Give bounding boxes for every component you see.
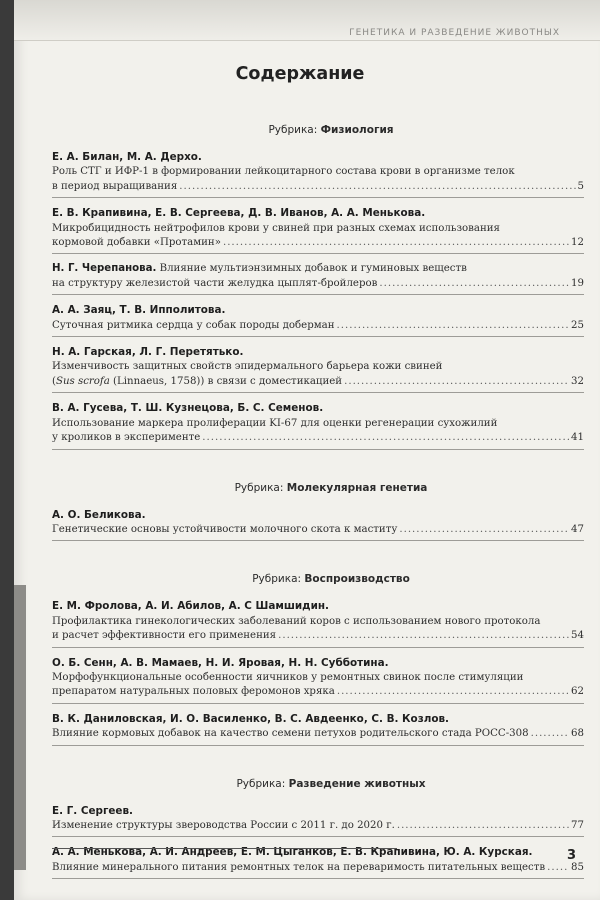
entry-last-line [52, 819, 584, 833]
rubric-prefix: Рубрика: [234, 481, 284, 494]
entry-title-line: препаратом натуральных половых феромонов хряка [52, 686, 335, 698]
dot-leader [223, 236, 569, 250]
entry-title-line: Профилактика гинекологических заболеваний коров с использованием нового протокола [52, 615, 541, 627]
entry-authors: В. К. Даниловская, И. О. Василенко, В. С. Авдеенко, С. В. Козлов. [52, 712, 450, 725]
entry-title-line: Использование маркера пролиферации KI-67 для оценки регенерации сухожилий [52, 417, 498, 429]
footer-rule [52, 848, 397, 849]
entry-first-line [52, 262, 584, 276]
header-strip [14, 0, 600, 41]
entry-title-line: в период выращивания [52, 180, 178, 192]
rubric-prefix: Рубрика: [236, 777, 286, 790]
entry-page-number: 25 [571, 319, 584, 331]
entry-page-number: 19 [571, 277, 584, 289]
entry-authors: О. Б. Сенн, А. В. Мамаев, Н. И. Яровая, Н. Н. Субботина. [52, 656, 389, 669]
page-edge-tab [14, 585, 26, 870]
section-gap [52, 754, 584, 772]
toc-entry[interactable] [52, 804, 584, 838]
dot-leader [547, 861, 569, 875]
page-number: 3 [566, 848, 576, 863]
entry-title-line: у кроликов в эксперименте [52, 432, 201, 444]
entry-authors: А. А. Менькова, А. И. Андреев, Е. М. Цыганков, Е. В. Крапивина, Ю. А. Курская. [52, 846, 533, 859]
entry-authors: В. А. Гусева, Т. Ш. Кузнецова, Б. С. Семенов. [52, 402, 324, 415]
entry-title-line: Роль СТГ и ИФР-1 в формировании лейкоцитарного состава крови в организме телок [52, 166, 515, 178]
entry-page-number: 32 [571, 375, 584, 387]
running-head: ГЕНЕТИКА И РАЗВЕДЕНИЕ ЖИВОТНЫХ [349, 28, 560, 38]
entry-title-line: Суточная ритмика сердца у собак породы доберман [52, 319, 335, 331]
toc-entry[interactable] [52, 712, 584, 746]
dot-leader [278, 629, 569, 643]
dot-leader [337, 319, 570, 333]
toc-entry[interactable] [52, 599, 584, 647]
entry-title-line: Морфофункциональные особенности яичников у ремонтных свинок после стимуляции [52, 671, 524, 683]
dot-leader [202, 431, 569, 445]
entry-last-line [52, 375, 584, 389]
entry-title-line: кормовой добавки «Протамин» [52, 237, 221, 249]
entry-page-number: 77 [571, 819, 584, 831]
entry-last-line [52, 685, 584, 699]
rubric-heading [78, 573, 584, 585]
toc-entry[interactable] [52, 303, 584, 337]
entry-page-number: 47 [571, 523, 584, 535]
entry-authors: А. О. Беликова. [52, 508, 146, 521]
entry-page-number: 12 [571, 237, 584, 249]
entry-last-line [52, 277, 584, 291]
toc-entry[interactable] [52, 206, 584, 254]
dot-leader [344, 375, 569, 389]
dot-leader [397, 819, 569, 833]
entry-title-line: Генетические основы устойчивости молочного скота к маститу [52, 523, 398, 535]
toc-entry[interactable] [52, 401, 584, 449]
entry-page-number: 85 [571, 861, 584, 873]
entry-title-line: Изменение структуры звероводства России с 2011 г. до 2020 г. [52, 819, 395, 831]
entry-title-line: и расчет эффективности его применения [52, 630, 277, 642]
entry-last-line [52, 523, 584, 537]
rubric-name: Разведение животных [288, 777, 426, 790]
rubric-name: Воспроизводство [304, 573, 410, 586]
page-title: Содержание [235, 64, 365, 84]
entry-title-line: Влияние минерального питания ремонтных телок на переваримость питательных веществ [52, 861, 546, 873]
toc-entry[interactable] [52, 345, 584, 393]
entry-page-number: 68 [571, 728, 584, 740]
dot-leader [337, 685, 569, 699]
entry-authors: Е. В. Крапивина, Е. В. Сергеева, Д. В. Иванов, А. А. Менькова. [52, 207, 426, 220]
entry-authors: Н. А. Гарская, Л. Г. Перетятько. [52, 346, 244, 359]
entry-title-line: Влияние мультиэнзимных добавок и гуминовых веществ [159, 263, 467, 275]
entry-page-number: 62 [571, 686, 584, 698]
entry-last-line [52, 629, 584, 643]
entry-last-line [52, 180, 584, 194]
toc-entry[interactable] [52, 845, 584, 879]
entry-page-number: 54 [571, 630, 584, 642]
entry-last-line [52, 319, 584, 333]
entry-title-line: (Sus scrofa (Linnaeus, 1758)) в связи с доместикацией [52, 375, 343, 387]
dot-leader [379, 277, 569, 291]
dot-leader [179, 180, 575, 194]
section-gap [52, 458, 584, 476]
rubric-name: Физиология [320, 124, 394, 136]
entry-authors: Н. Г. Черепанова. [52, 263, 157, 275]
toc-entry[interactable] [52, 262, 584, 295]
entry-last-line [52, 727, 584, 741]
entry-authors: А. А. Заяц, Т. В. Ипполитова. [52, 304, 226, 317]
rubric-heading [78, 124, 584, 136]
toc-content [52, 118, 584, 887]
entry-authors: Е. Г. Сергеев. [52, 804, 134, 817]
entry-page-number: 5 [577, 180, 584, 192]
rubric-prefix: Рубрика: [268, 124, 318, 136]
dot-leader [399, 523, 569, 537]
toc-entry[interactable] [52, 656, 584, 704]
entry-authors: Е. М. Фролова, А. И. Абилов, А. С Шамшидин. [52, 600, 329, 613]
entry-title-line: Влияние кормовых добавок на качество семени петухов родительского стада РОСС-308 [52, 728, 529, 740]
rubric-prefix: Рубрика: [252, 573, 302, 586]
toc-entry[interactable] [52, 508, 584, 542]
entry-last-line [52, 236, 584, 250]
entry-page-number: 41 [571, 432, 584, 444]
entry-title-line: Изменчивость защитных свойств эпидермального барьера кожи свиней [52, 361, 443, 373]
dot-leader [531, 727, 569, 741]
entry-authors: Е. А. Билан, М. А. Дерхо. [52, 151, 202, 163]
section-gap [52, 549, 584, 567]
toc-entry[interactable] [52, 150, 584, 198]
rubric-heading [78, 778, 584, 790]
entry-title-line: Микробицидность нейтрофилов крови у свиней при разных схемах использования [52, 222, 500, 234]
entry-last-line [52, 861, 584, 875]
rubric-heading [78, 482, 584, 494]
rubric-name: Молекулярная генетиа [286, 481, 428, 494]
entry-last-line [52, 431, 584, 445]
entry-title-line: на структуру железистой части желудка цыплят-бройлеров [52, 277, 378, 289]
